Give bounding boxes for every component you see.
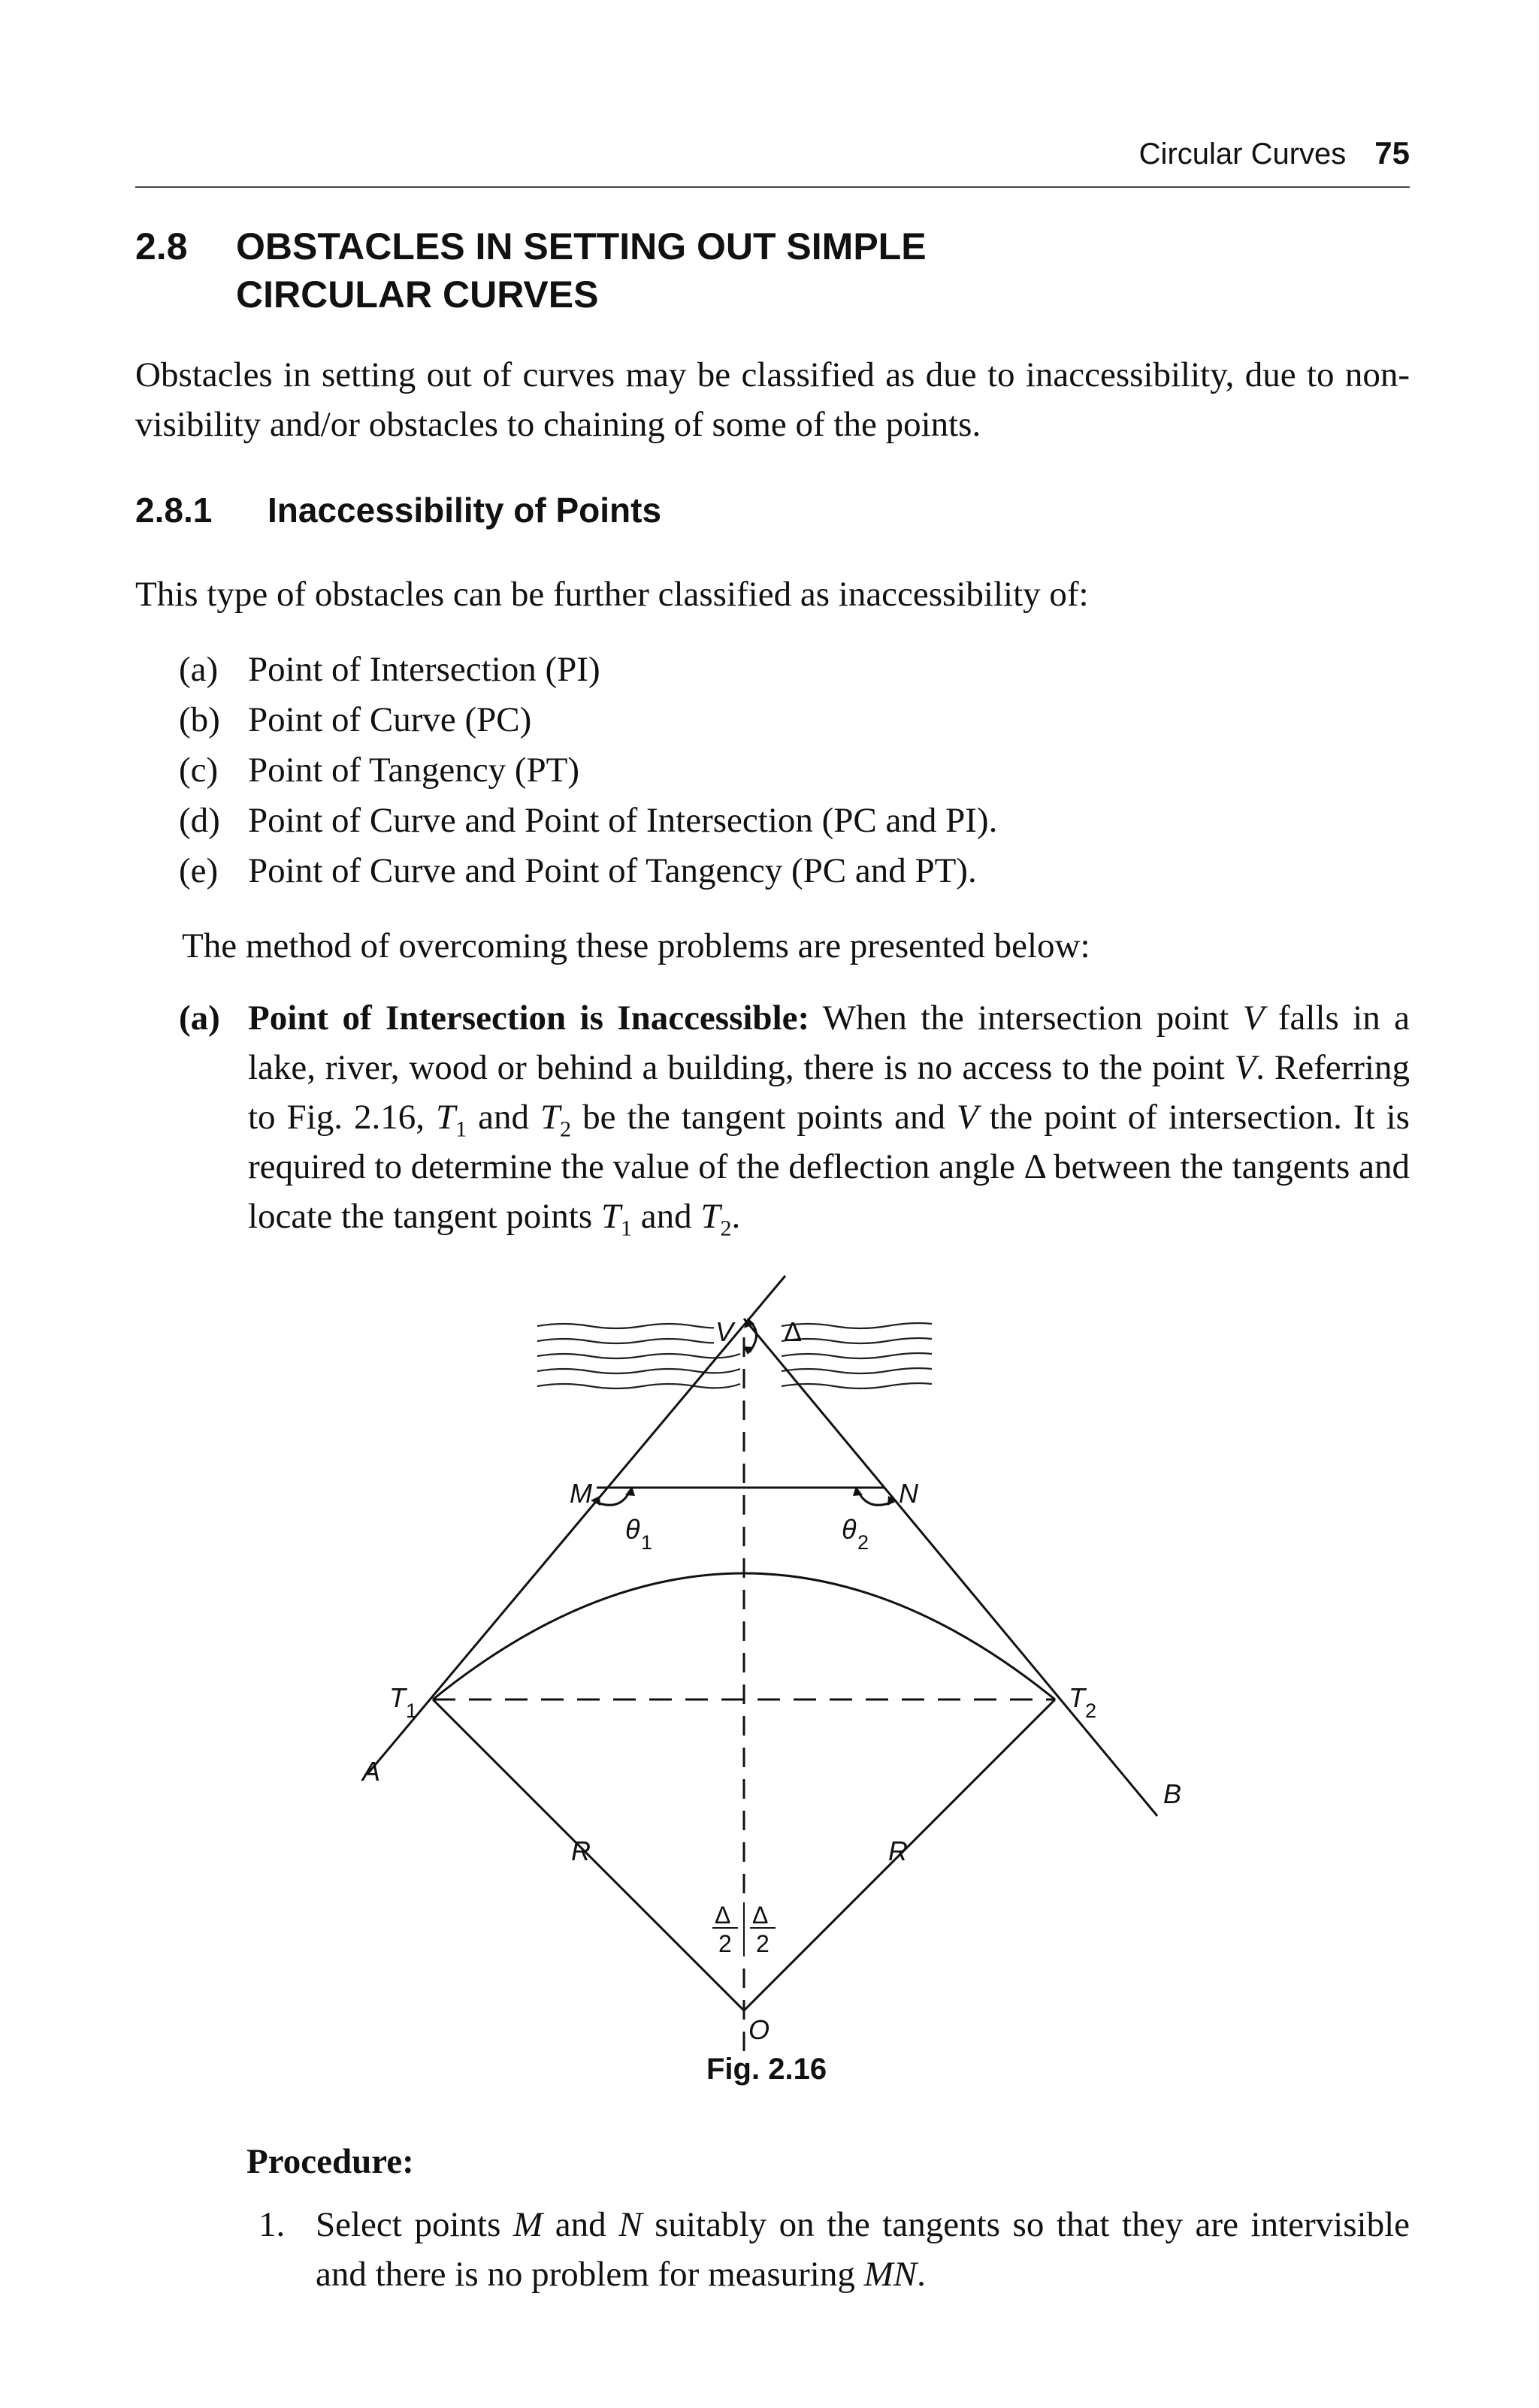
wave-line <box>782 1368 932 1373</box>
label-R-right: R <box>888 1835 908 1866</box>
label-R-left: R <box>571 1835 591 1866</box>
wave-line <box>537 1369 740 1373</box>
text-run: and <box>467 1098 540 1137</box>
list-item-text: Point of Tangency (PT) <box>248 751 579 790</box>
half-delta-den-right: 2 <box>756 1930 770 1957</box>
item-a-heading: Point of Intersection is Inaccessible: <box>248 999 810 1038</box>
methods-intro: The method of overcoming these problems are presented below: <box>182 926 1090 965</box>
label-theta2: θ <box>842 1514 857 1545</box>
running-head-right <box>1139 135 1410 171</box>
section-title-line1: OBSTACLES IN SETTING OUT SIMPLE <box>236 225 927 267</box>
text-run: . <box>917 2255 926 2294</box>
var-N: N <box>618 2205 643 2244</box>
text-run: . <box>731 1197 741 1236</box>
subsection-number: 2.8.1 <box>135 491 213 530</box>
var-V: V <box>1234 1048 1256 1087</box>
wave-line <box>537 1339 740 1343</box>
procedure-heading: Procedure: <box>246 2142 414 2181</box>
curve-diagram <box>346 1277 1182 2066</box>
text-run: and <box>543 2205 619 2244</box>
label-delta: Δ <box>784 1316 803 1347</box>
subscript: 2 <box>720 1216 732 1241</box>
text-run: Select points <box>316 2205 513 2244</box>
subscript: 1 <box>621 1216 633 1241</box>
var-T: T <box>436 1098 456 1137</box>
var-T: T <box>700 1197 721 1236</box>
label-T2-sub: 2 <box>1085 1699 1097 1722</box>
list-item-label: (b) <box>179 700 220 739</box>
wave-line <box>782 1353 932 1358</box>
label-O: O <box>748 2014 770 2045</box>
list-item-label: (d) <box>179 801 220 840</box>
running-head-title: Circular Curves <box>1138 137 1347 171</box>
section-title-line2: CIRCULAR CURVES <box>236 273 599 316</box>
inaccessibility-list <box>179 645 997 896</box>
label-B: B <box>1163 1778 1182 1809</box>
item-a-text <box>248 993 1410 1241</box>
page-number: 75 <box>1374 135 1410 171</box>
wave-line <box>537 1384 740 1388</box>
label-T1-sub: 1 <box>406 1699 418 1722</box>
wave-line <box>537 1354 740 1358</box>
half-delta-num-left: Δ <box>715 1902 731 1929</box>
text-run: the point of intersection. It is required to determine the value of the deflection angle Δ between the tangents and locate the tangent points <box>248 1098 1410 1236</box>
text-run: . Referring to Fig. 2.16, <box>248 1048 1410 1137</box>
text-run: be the tangent points and <box>571 1098 957 1137</box>
list-item-text: Point of Intersection (PI) <box>248 650 600 689</box>
subsection-heading <box>135 490 661 530</box>
list-item <box>179 695 997 745</box>
wave-line <box>782 1323 932 1328</box>
half-delta-num-right: Δ <box>752 1902 769 1929</box>
section-heading <box>135 222 927 319</box>
subsection-intro: This type of obstacles can be further classified as inaccessibility of: <box>135 575 1089 614</box>
label-T2: T <box>1069 1682 1085 1713</box>
procedure-step-number: 1. <box>259 2205 286 2244</box>
var-V: V <box>957 1098 978 1137</box>
label-theta1: θ <box>625 1514 640 1545</box>
list-item-label: (e) <box>179 851 219 890</box>
list-item-text: Point of Curve (PC) <box>248 700 532 739</box>
list-item-text: Point of Curve and Point of Intersection (PC and PI). <box>248 801 998 840</box>
section-paragraph: Obstacles in setting out of curves may be classified as due to inaccessibility, due to non-visibility and/or obstacles to chaining of some of the points. <box>135 355 1410 444</box>
list-item <box>179 846 997 896</box>
subscript: 2 <box>560 1116 572 1142</box>
var-T: T <box>540 1098 561 1137</box>
list-item-text: Point of Curve and Point of Tangency (PC and PT). <box>248 851 977 890</box>
procedure-step-text <box>316 2200 1410 2299</box>
list-item-label: (c) <box>179 751 219 790</box>
var-M: M <box>512 2205 543 2244</box>
section-number: 2.8 <box>135 225 188 267</box>
label-V: V <box>715 1316 734 1347</box>
half-delta-den-left: 2 <box>718 1930 732 1957</box>
list-item <box>179 745 997 796</box>
label-N: N <box>899 1478 918 1509</box>
running-head <box>135 128 1410 188</box>
figure-caption: Fig. 2.16 <box>706 2053 827 2086</box>
wave-line <box>782 1338 932 1343</box>
text-run: falls in a lake, river, wood or behind a building, there is no access to the point <box>248 999 1410 1087</box>
label-theta1-sub: 1 <box>641 1531 653 1554</box>
item-a-label: (a) <box>179 999 220 1038</box>
list-item <box>179 645 997 695</box>
list-item-label: (a) <box>179 650 219 689</box>
var-MN: MN <box>863 2255 918 2294</box>
wave-line <box>537 1324 740 1328</box>
text-run: and <box>632 1197 701 1236</box>
tangent-line-B <box>744 1319 1157 1816</box>
procedure-step <box>246 2200 1410 2299</box>
wave-line <box>782 1383 932 1388</box>
label-A: A <box>362 1756 381 1787</box>
text-run: When the intersection point <box>809 999 1243 1038</box>
subsection-title: Inaccessibility of Points <box>268 491 662 530</box>
label-theta2-sub: 2 <box>857 1531 869 1554</box>
item-a <box>179 993 1410 1241</box>
figure-2-16 <box>346 1277 1182 2066</box>
text-run: suitably on the tangents so that they are intervisible and there is no problem for measuring <box>316 2205 1410 2294</box>
subscript: 1 <box>455 1116 467 1142</box>
var-V: V <box>1242 999 1265 1038</box>
var-T: T <box>600 1197 621 1236</box>
label-M: M <box>570 1478 592 1509</box>
list-item <box>179 796 997 846</box>
label-T1: T <box>389 1682 406 1713</box>
